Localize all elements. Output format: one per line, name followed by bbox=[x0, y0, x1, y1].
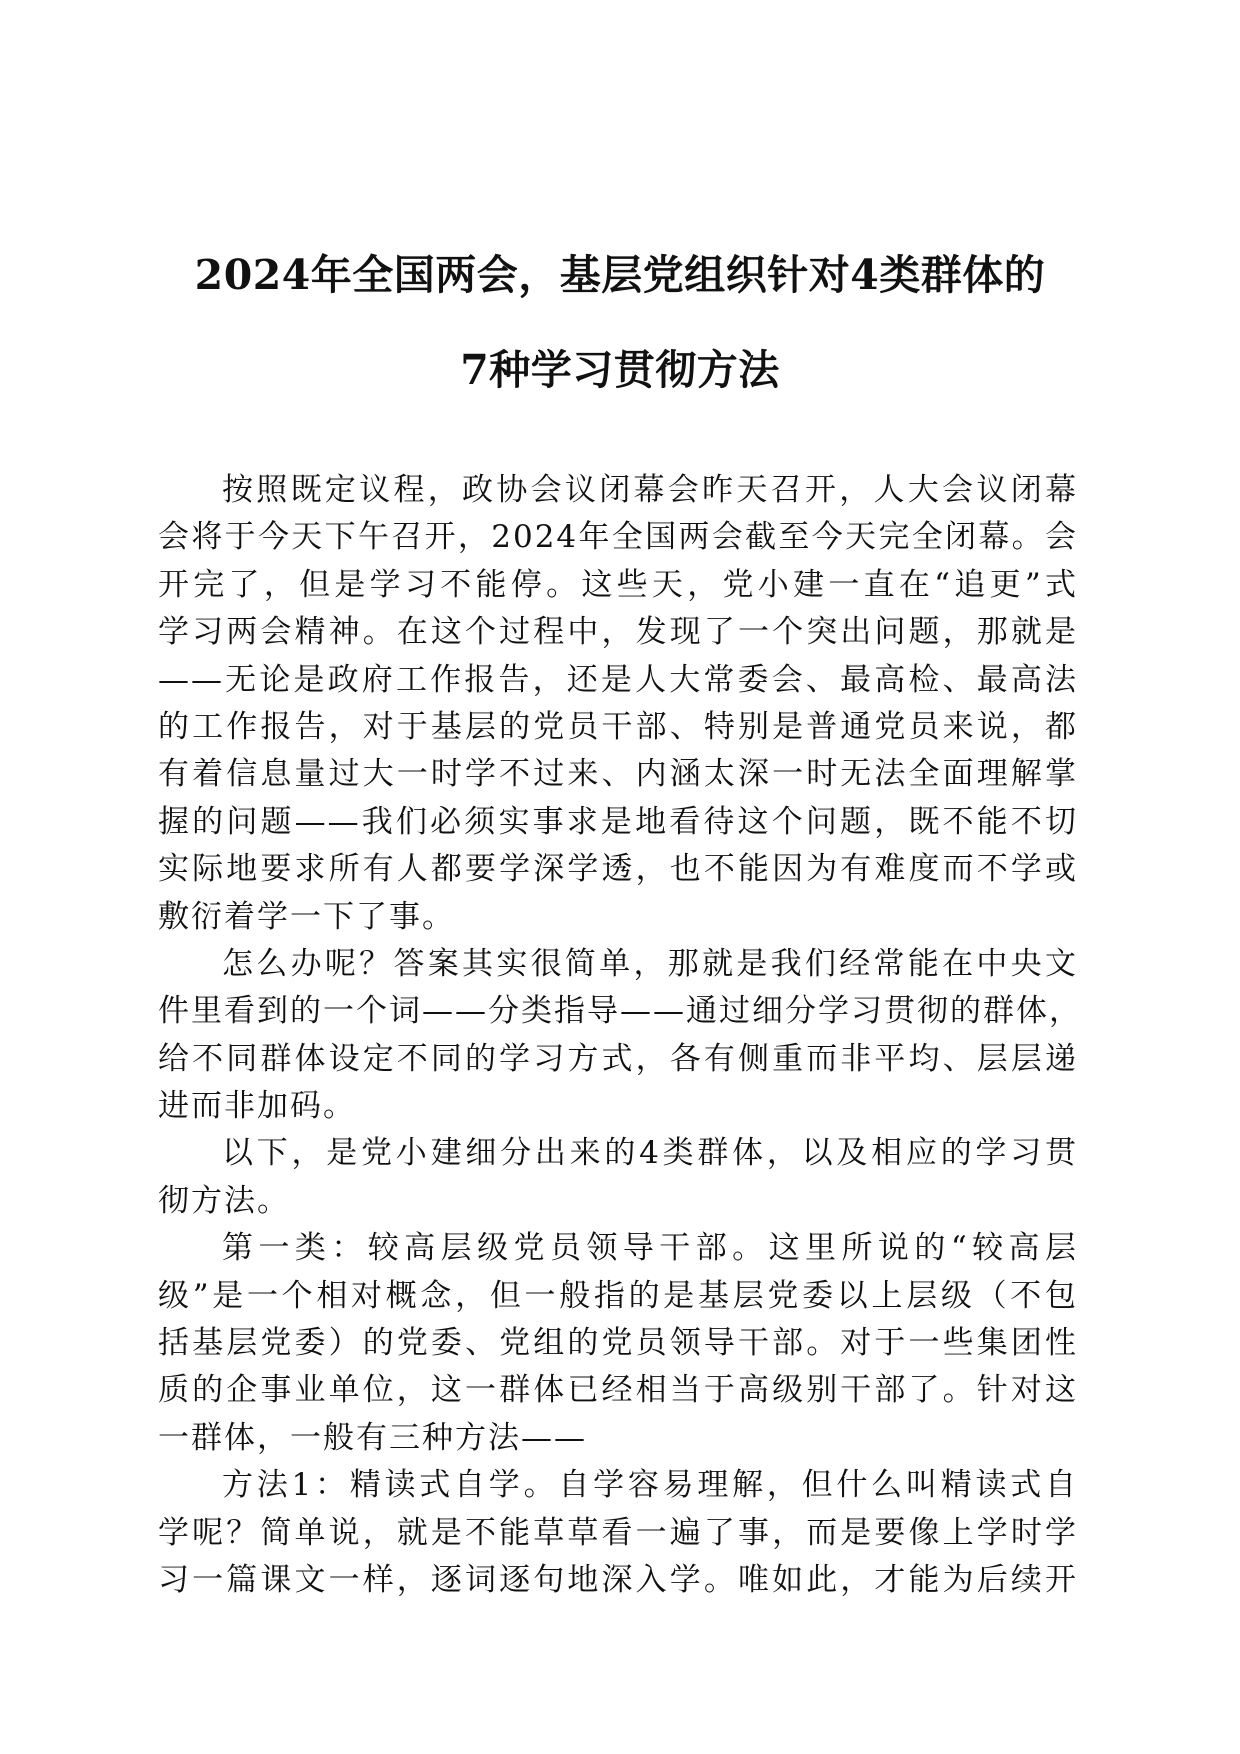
text-line: 会将于今天下午召开，2024年全国两会截至今天完全闭幕。会 bbox=[158, 519, 1078, 556]
text-line: 习一篇课文一样，逐词逐句地深入学。唯如此，才能为后续开 bbox=[158, 1561, 1078, 1598]
text-line: 握的问题——我们必须实事求是地看待这个问题，既不能不切 bbox=[158, 803, 1078, 840]
text-line: 按照既定议程，政协会议闭幕会昨天召开，人大会议闭幕 bbox=[222, 472, 1078, 508]
title-line-1: 2024年全国两会，基层党组织针对4类群体的 bbox=[194, 251, 1046, 299]
paragraph-4 bbox=[158, 1225, 1078, 1462]
text-line: 开完了，但是学习不能停。这些天，党小建一直在“追更”式 bbox=[158, 566, 1078, 603]
paragraph-2 bbox=[158, 941, 1082, 1131]
paragraph-3 bbox=[158, 1130, 1078, 1225]
text-line: 给不同群体设定不同的学习方式，各有侧重而非平均、层层递 bbox=[158, 1040, 1078, 1077]
text-line: 怎么办呢？答案其实很简单，那就是我们经常能在中央文 bbox=[222, 945, 1078, 982]
text-line: 以下，是党小建细分出来的4类群体，以及相应的学习贯 bbox=[222, 1135, 1078, 1172]
text-line: 彻方法。 bbox=[158, 1182, 290, 1219]
text-line: 质的企事业单位，这一群体已经相当于高级别干部了。针对这 bbox=[158, 1372, 1078, 1409]
text-line: 学呢？简单说，就是不能草草看一遍了事，而是要像上学时学 bbox=[158, 1514, 1078, 1551]
paragraph-5 bbox=[158, 1462, 1078, 1604]
text-line: ——无论是政府工作报告，还是人大常委会、最高检、最高法 bbox=[158, 661, 1078, 698]
text-line: 进而非加码。 bbox=[158, 1088, 356, 1125]
text-line: 第一类：较高层级党员领导干部。这里所说的“较高层 bbox=[222, 1230, 1078, 1267]
text-line: 的工作报告，对于基层的党员干部、特别是普通党员来说，都 bbox=[158, 708, 1078, 745]
text-line: 级”是一个相对概念，但一般指的是基层党委以上层级（不包 bbox=[158, 1277, 1078, 1314]
text-line: 括基层党委）的党委、党组的党员领导干部。对于一些集团性 bbox=[158, 1325, 1078, 1362]
text-line: 有着信息量过大一时学不过来、内涵太深一时无法全面理解掌 bbox=[158, 756, 1078, 793]
text-line: 实际地要求所有人都要学深学透，也不能因为有难度而不学或 bbox=[158, 851, 1078, 888]
title-line-2: 7种学习贯彻方法 bbox=[460, 346, 780, 394]
text-line: 敷衍着学一下了事。 bbox=[158, 898, 455, 935]
text-line: 方法1：精读式自学。自学容易理解，但什么叫精读式自 bbox=[222, 1467, 1078, 1504]
text-line: 一群体，一般有三种方法—— bbox=[158, 1419, 587, 1456]
document-title bbox=[140, 228, 1100, 418]
text-line: 件里看到的一个词——分类指导——通过细分学习贯彻的群体， bbox=[158, 993, 1082, 1030]
text-line: 学习两会精神。在这个过程中，发现了一个突出问题，那就是 bbox=[158, 614, 1078, 651]
document-body bbox=[158, 467, 1082, 1604]
paragraph-1 bbox=[158, 467, 1078, 941]
